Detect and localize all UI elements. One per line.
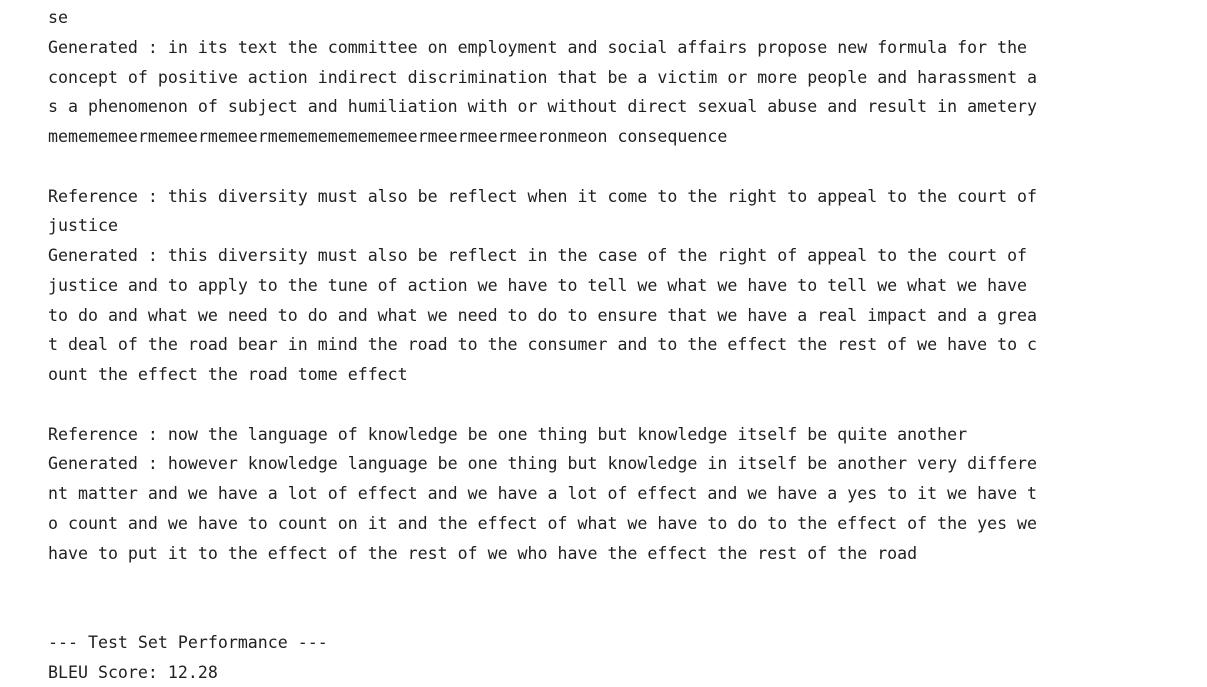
- output-line: se: [48, 3, 1093, 33]
- output-line: memememeermemeermemeermememememememeermeermeermeeronmeon consequence: [48, 122, 1093, 152]
- cell-output: [48, 3, 1093, 687]
- output-line: s a phenomenon of subject and humiliation with or without direct sexual abuse and result in ametery: [48, 92, 1093, 122]
- output-line: Reference : this diversity must also be reflect when it come to the right to appeal to the court of: [48, 182, 1093, 212]
- blank-line: [48, 152, 1093, 182]
- output-line: o count and we have to count on it and the effect of what we have to do to the effect of the yes we: [48, 509, 1093, 539]
- blank-line: [48, 568, 1093, 628]
- output-line: ount the effect the road tome effect: [48, 360, 1093, 390]
- output-line: to do and what we need to do and what we need to do to ensure that we have a real impact and a grea: [48, 301, 1093, 331]
- output-line: Generated : this diversity must also be reflect in the case of the right of appeal to the court of: [48, 241, 1093, 271]
- output-line: t deal of the road bear in mind the road to the consumer and to the effect the rest of we have to c: [48, 330, 1093, 360]
- bleu-score: BLEU Score: 12.28: [48, 658, 1093, 687]
- output-line: Reference : now the language of knowledge be one thing but knowledge itself be quite another: [48, 420, 1093, 450]
- output-line: Generated : in its text the committee on employment and social affairs propose new formula for the: [48, 33, 1093, 63]
- output-line: justice: [48, 211, 1093, 241]
- output-line: have to put it to the effect of the rest of we who have the effect the rest of the road: [48, 539, 1093, 569]
- output-line: concept of positive action indirect discrimination that be a victim or more people and harassment a: [48, 63, 1093, 93]
- output-line: nt matter and we have a lot of effect and we have a lot of effect and we have a yes to it we have t: [48, 479, 1093, 509]
- output-line: Generated : however knowledge language be one thing but knowledge in itself be another very differe: [48, 449, 1093, 479]
- blank-line: [48, 390, 1093, 420]
- output-line: justice and to apply to the tune of action we have to tell we what we have to tell we what we have: [48, 271, 1093, 301]
- performance-header: --- Test Set Performance ---: [48, 628, 1093, 658]
